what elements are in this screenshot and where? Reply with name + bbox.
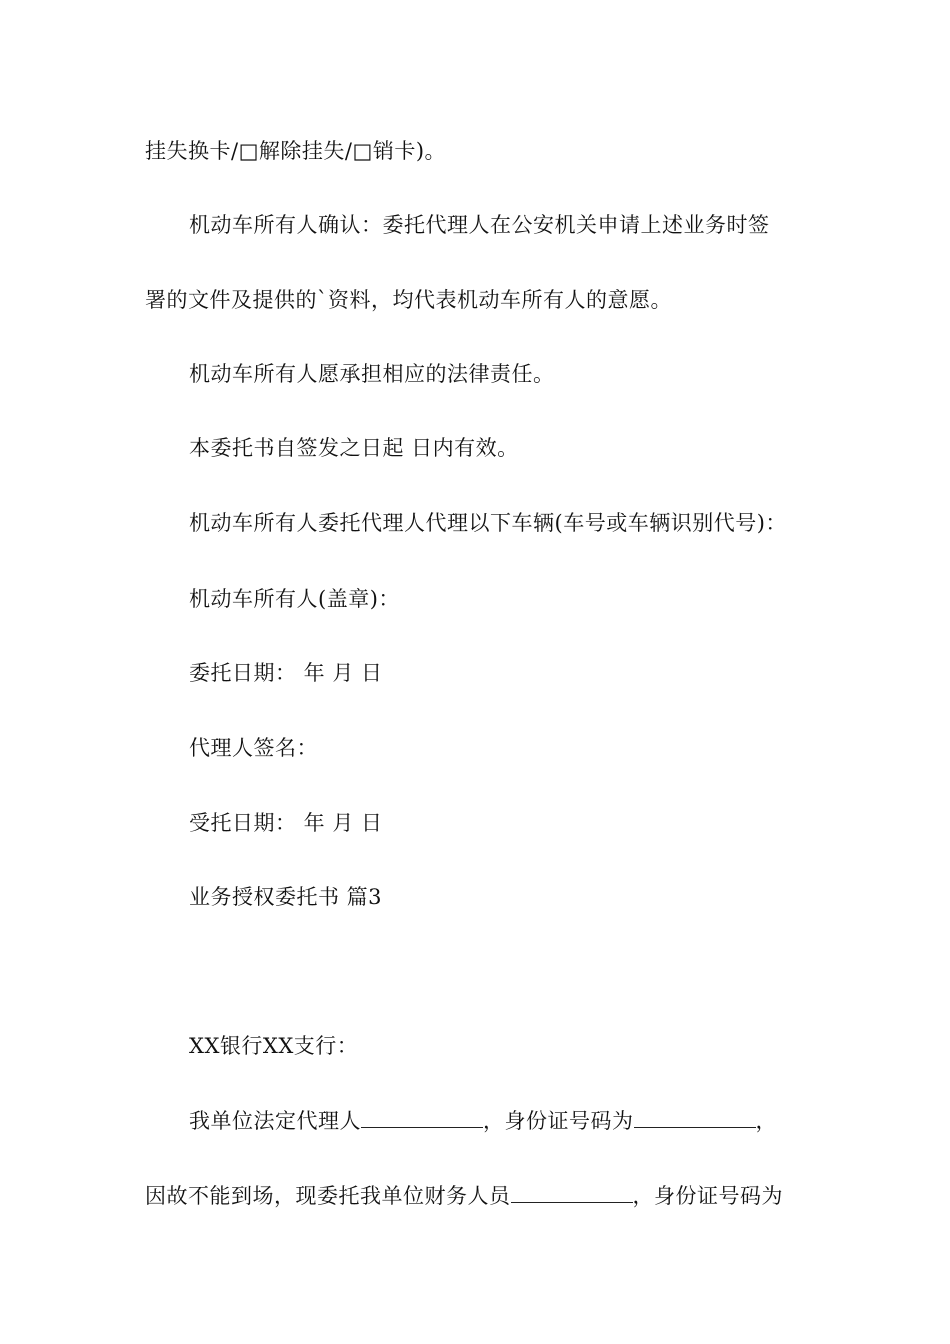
text-line-continuation: 挂失换卡/□解除挂失/□销卡)。 <box>145 139 447 163</box>
staff-id-text: ，身份证号码为 <box>632 1184 783 1208</box>
text-line-confirmation-cont: 署的文件及提供的`资料，均代表机动车所有人的意愿。 <box>145 288 672 312</box>
text-line-agent-signature: 代理人签名： <box>189 736 318 760</box>
comma-text: ， <box>755 1109 777 1133</box>
id-number-text: ，身份证号码为 <box>483 1109 634 1133</box>
section-heading: 业务授权委托书 篇3 <box>189 885 383 909</box>
text-line-validity: 本委托书自签发之日起 日内有效。 <box>189 436 519 460</box>
text-line-staff <box>145 1181 783 1211</box>
text-line-liability: 机动车所有人愿承担相应的法律责任。 <box>189 362 555 386</box>
text-line-owner-seal: 机动车所有人(盖章)： <box>189 587 400 611</box>
text-line-legal-rep <box>189 1106 777 1136</box>
text-line-accept-date: 受托日期： 年 月 日 <box>189 811 383 835</box>
text-line-confirmation: 机动车所有人确认：委托代理人在公安机关申请上述业务时签 <box>189 213 770 237</box>
addressee: XX银行XX支行： <box>189 1034 359 1058</box>
id-number-blank <box>634 1107 756 1128</box>
text-line-entrust-date: 委托日期： 年 月 日 <box>189 661 383 685</box>
legal-rep-name-blank <box>361 1107 483 1128</box>
staff-name-blank <box>511 1182 633 1203</box>
text-line-vehicle: 机动车所有人委托代理人代理以下车辆(车号或车辆识别代号)： <box>189 511 787 535</box>
staff-text: 因故不能到场，现委托我单位财务人员 <box>145 1184 511 1208</box>
legal-rep-text: 我单位法定代理人 <box>189 1109 361 1133</box>
